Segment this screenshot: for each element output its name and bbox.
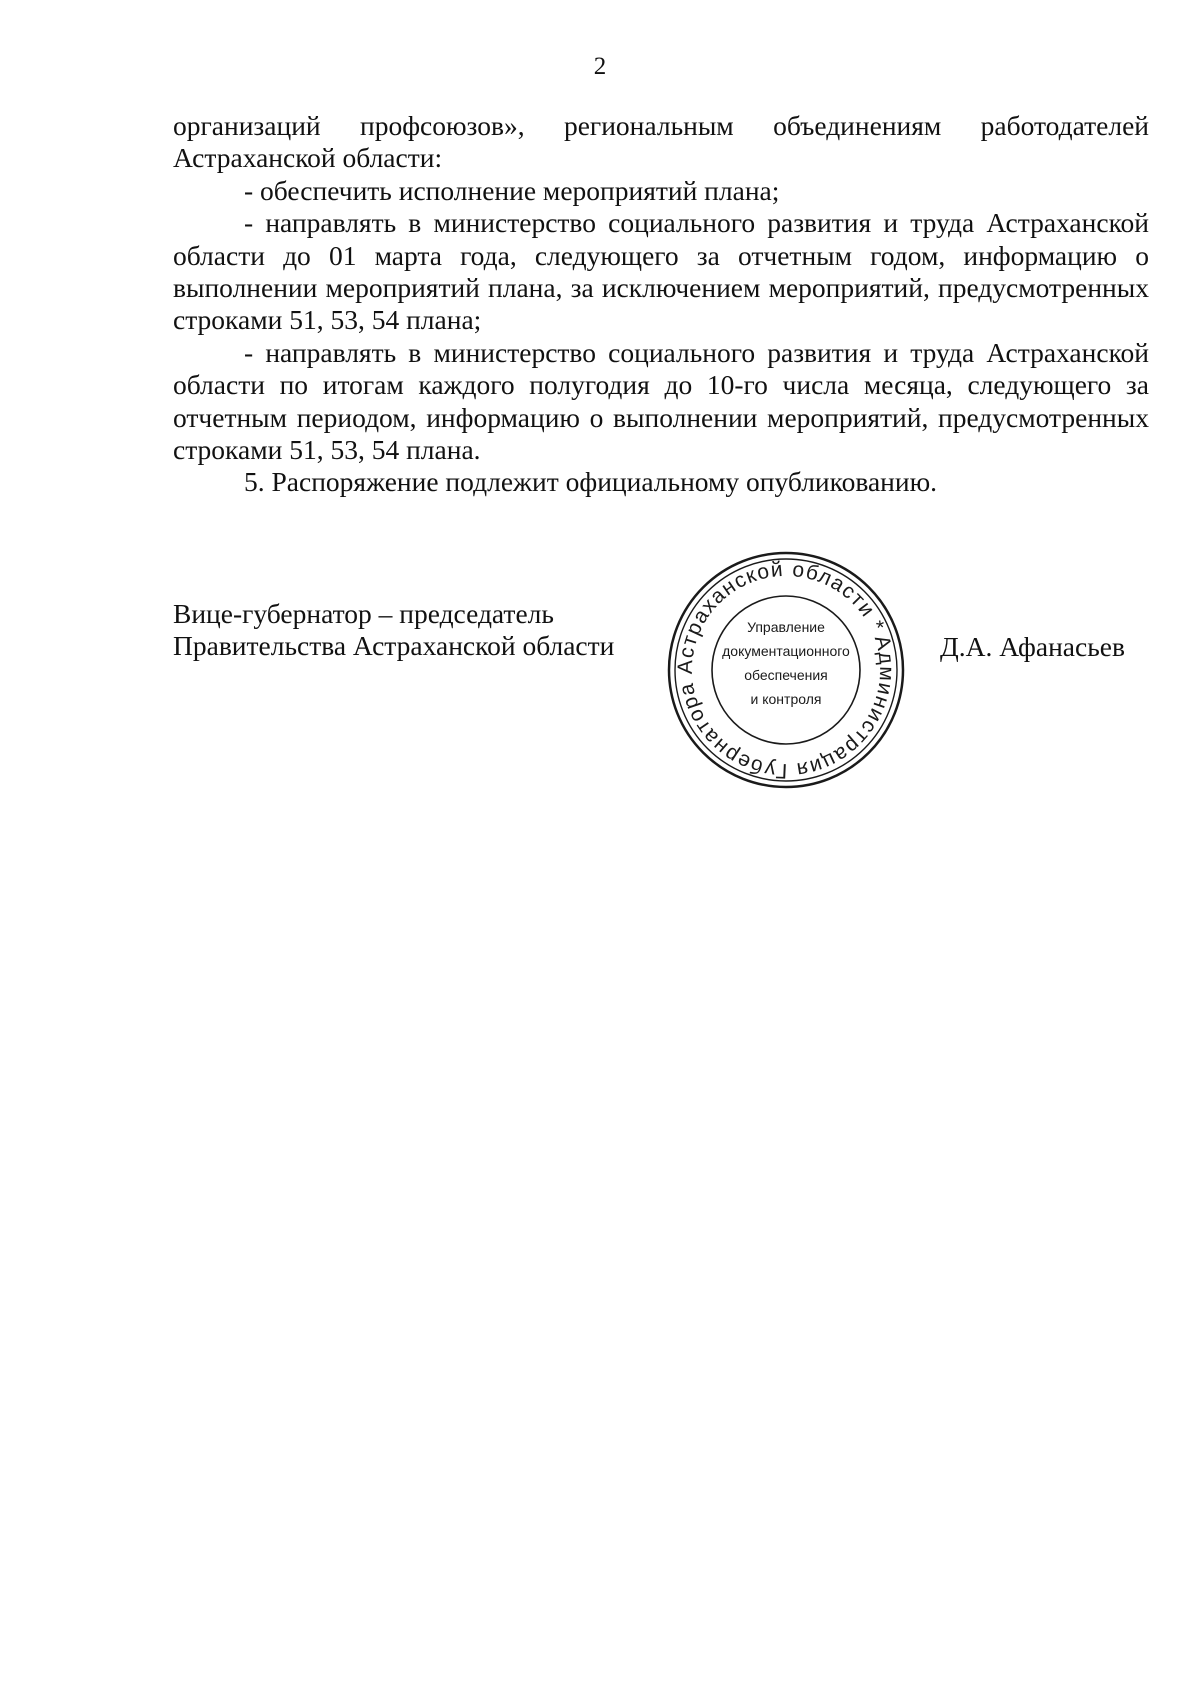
- paragraph-ensure-execution: - обеспечить исполнение мероприятий плана;: [244, 174, 780, 206]
- seal-center-line-3: обеспечения: [744, 667, 828, 683]
- document-body: [173, 110, 1149, 499]
- signatory-title-line-1: Вице-губернатор – председатель: [173, 598, 554, 629]
- paragraph-recipients: организаций профсоюзов», региональным объединениям работодателей Астраханской области:: [173, 110, 1149, 174]
- page-number: 2: [593, 53, 607, 80]
- paragraph-semiannual-report: - направлять в министерство социального развития и труда Астраханской области по итогам каждого полугодия до 10-го числа месяца, следующего за отчетным периодом, информацию о выполнении мероприятий, предусмотренных строками 51, 53, 54 плана.: [173, 336, 1149, 466]
- paragraph-publication: 5. Распоряжение подлежит официальному опубликованию.: [244, 466, 938, 498]
- official-seal-stamp: [666, 550, 906, 790]
- seal-ring-textpath: Администрация Губернатора Астраханской области *: [673, 557, 899, 783]
- seal-center-line-4: и контроля: [750, 691, 822, 707]
- seal-center-line-2: документационного: [722, 643, 850, 659]
- paragraph-annual-report: - направлять в министерство социального развития и труда Астраханской области до 01 марта года, следующего за отчетным годом, информацию о выполнении мероприятий плана, за исключением мероприятий, предусмотренных строками 51, 53, 54 плана;: [173, 207, 1149, 336]
- signatory-name: Д.А. Афанасьев: [940, 631, 1125, 662]
- signatory-title: [173, 598, 614, 663]
- seal-graphic: [666, 550, 906, 790]
- signatory-title-line-2: Правительства Астраханской области: [173, 630, 615, 662]
- seal-center-line-1: Управление: [747, 619, 825, 635]
